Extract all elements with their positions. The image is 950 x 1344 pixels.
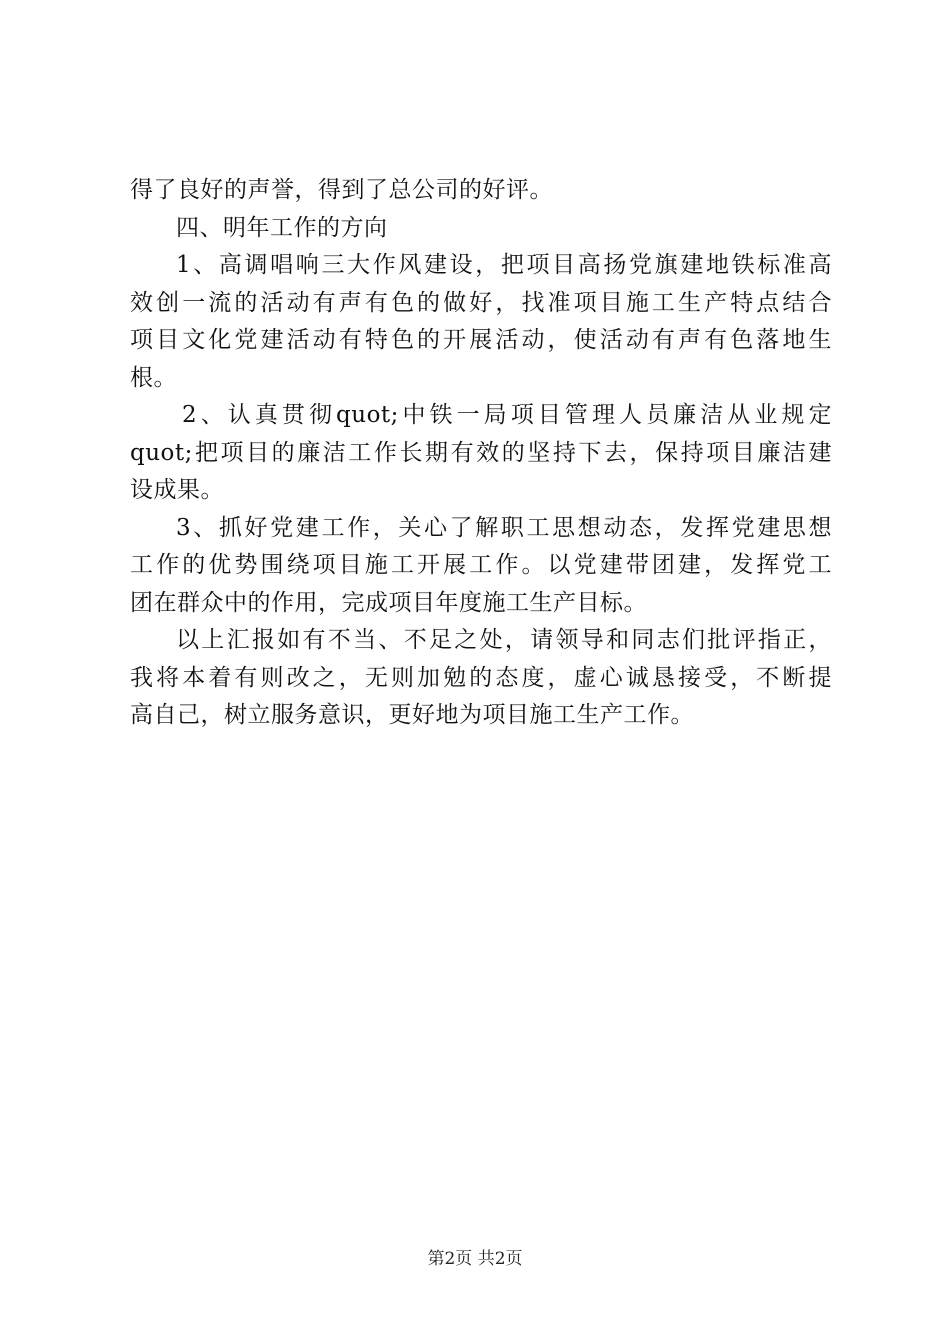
text-line: 工作的优势围绕项目施工开展工作。以党建带团建，发挥党工: [130, 552, 832, 578]
text-line: 以上汇报如有不当、不足之处，请领导和同志们批评指正，: [176, 627, 832, 653]
document-body: [130, 172, 832, 735]
text-line: 得了良好的声誉，得到了总公司的好评。: [130, 177, 553, 203]
text-line: 2、认真贯彻quot;中铁一局项目管理人员廉洁从业规定: [182, 402, 832, 428]
section-heading: 四、明年工作的方向: [176, 214, 388, 241]
page-footer: 第2页 共2页: [427, 1249, 523, 1269]
text-line: quot;把项目的廉洁工作长期有效的坚持下去，保持项目廉洁建: [130, 439, 832, 466]
text-line: 根。: [130, 364, 177, 391]
text-line: 团在群众中的作用，完成项目年度施工生产目标。: [130, 589, 647, 616]
text-line: 3、抓好党建工作，关心了解职工思想动态，发挥党建思想: [176, 514, 832, 541]
text-line: 设成果。: [130, 477, 224, 503]
text-line: 项目文化党建活动有特色的开展活动，使活动有声有色落地生: [130, 327, 832, 353]
text-line: 高自己，树立服务意识，更好地为项目施工生产工作。: [130, 702, 694, 728]
text-line: 1、高调唱响三大作风建设，把项目高扬党旗建地铁标准高: [176, 252, 832, 278]
text-line: 效创一流的活动有声有色的做好，找准项目施工生产特点结合: [130, 289, 832, 316]
text-line: 我将本着有则改之，无则加勉的态度，虚心诚恳接受，不断提: [130, 664, 832, 691]
